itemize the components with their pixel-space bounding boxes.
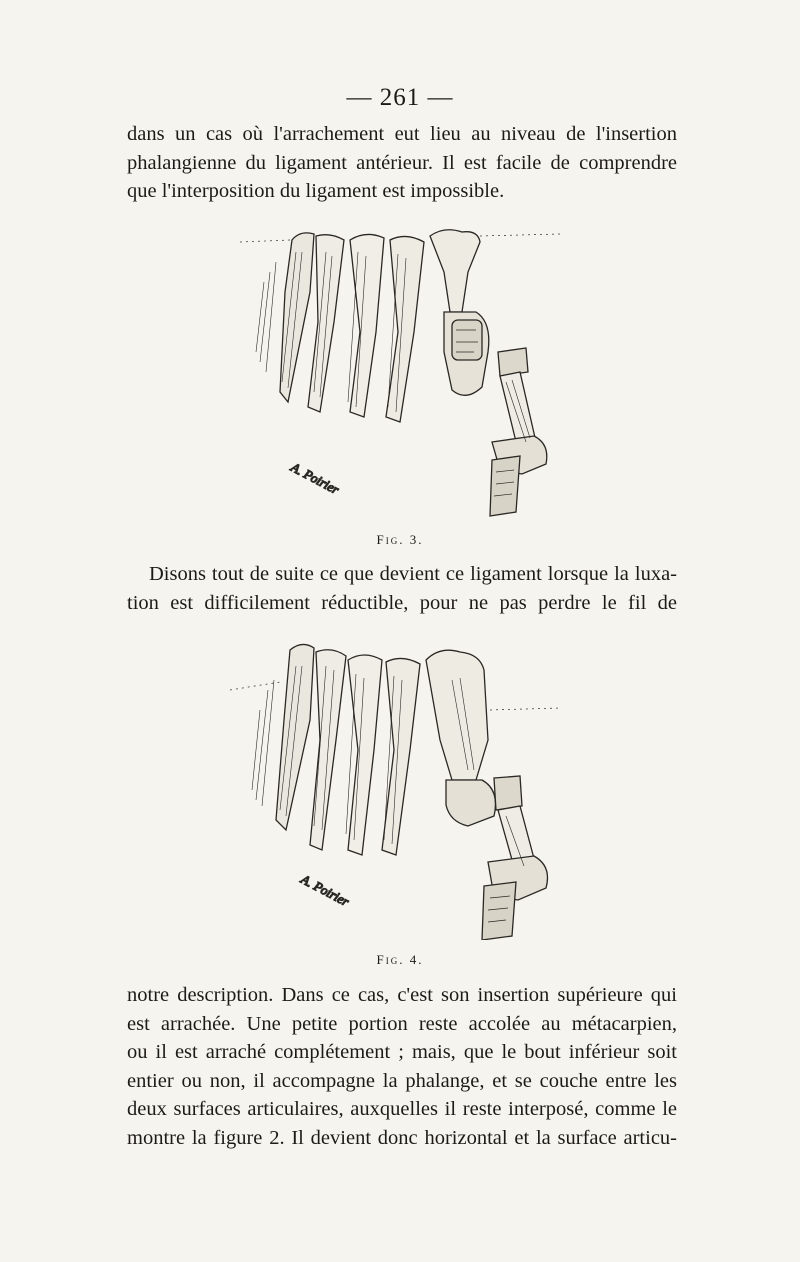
figure-3-signature: A. Poirier — [288, 459, 342, 498]
text-line: est arrachée. Une petite portion reste accolée au métacarpien, — [127, 1012, 677, 1035]
text-line: Disons tout de suite ce que devient ce ligament lorsque la luxa- — [149, 563, 677, 585]
paragraph-3 — [127, 981, 677, 1153]
text-line: tion est difficilement réductible, pour ne pas perdre le fil de — [127, 591, 677, 614]
text-line: phalangienne du ligament antérieur. Il est facile de comprendre — [127, 151, 677, 174]
figure-4-caption: Fig. 4. — [376, 952, 424, 967]
dislocated-phalanx — [430, 230, 547, 516]
figure-3-caption: Fig. 3. — [376, 532, 424, 547]
metacarpal-bones — [256, 233, 424, 422]
text-line: que l'interposition du ligament est impossible. — [127, 180, 505, 203]
text-line: ou il est arraché complétement ; mais, que le bout inférieur soit — [127, 1041, 677, 1064]
page-number: — 261 — — [346, 84, 454, 111]
paragraph-2 — [127, 560, 677, 617]
text-line: montre la figure 2. Il devient donc horizontal et la surface articu- — [127, 1126, 677, 1149]
figure-3-illustration — [230, 212, 670, 522]
text-line: entier ou non, il accompagne la phalange, et se couche entre les — [127, 1069, 677, 1092]
metacarpal-bones — [252, 644, 420, 855]
text-line: dans un cas où l'arrachement eut lieu au niveau de l'insertion — [127, 123, 677, 145]
figure-4-signature: A. Poirier — [298, 871, 352, 910]
text-line: deux surfaces articulaires, auxquelles il reste interposé, comme le — [127, 1098, 677, 1121]
figure-4-illustration — [230, 630, 670, 940]
paragraph-1 — [127, 120, 677, 206]
dislocated-phalanx — [426, 650, 548, 940]
text-line: notre description. Dans ce cas, c'est son insertion supérieure qui — [127, 984, 677, 1006]
